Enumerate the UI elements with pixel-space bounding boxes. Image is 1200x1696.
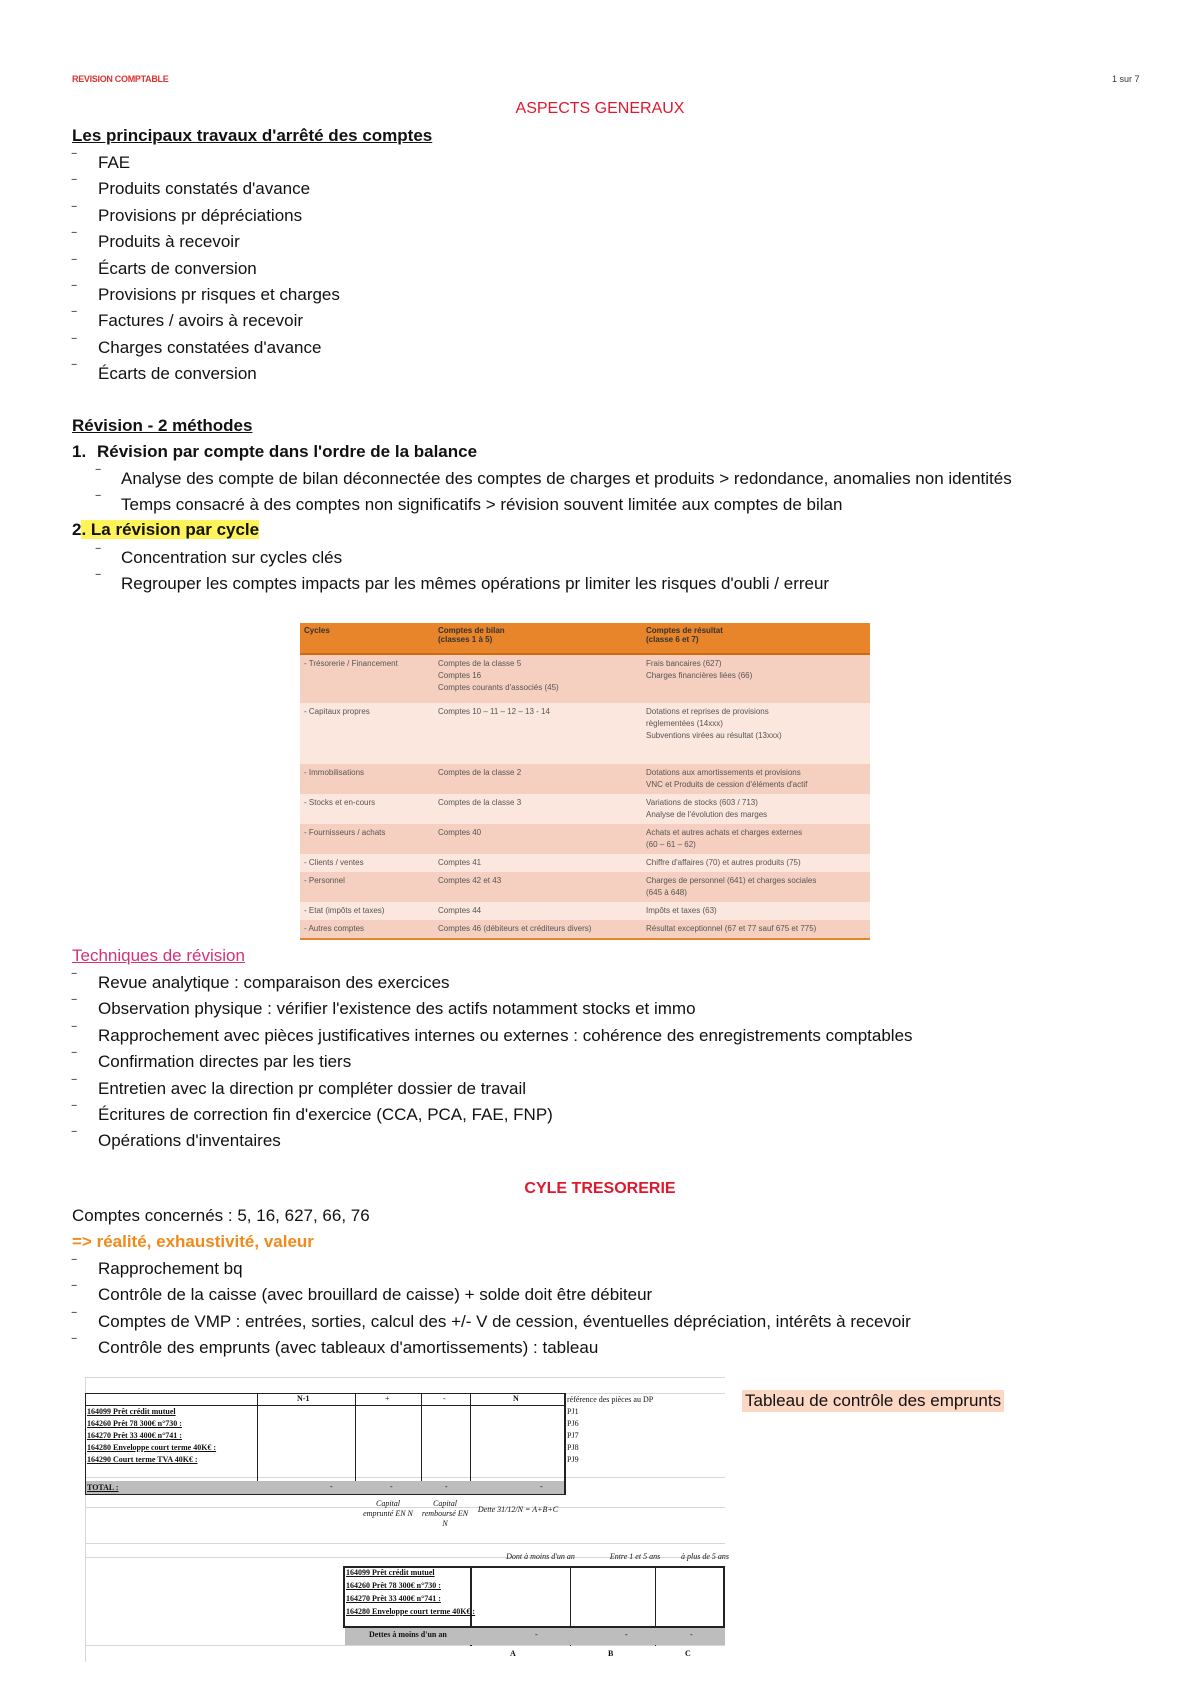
section-title-tresorerie: CYLE TRESORERIE xyxy=(524,1180,676,1197)
table-row xyxy=(300,764,870,794)
list-item: ‾ Charges constatées d'avance xyxy=(72,335,322,357)
tresorerie-list xyxy=(72,1256,911,1362)
table-cell: Frais bancaires (627) Charges financières liées (66) xyxy=(642,654,870,703)
table-cell: - Autres comptes xyxy=(300,920,434,939)
due-header: à plus de 5 ans xyxy=(681,1552,729,1561)
dettes-label: Dettes à moins d'un an xyxy=(369,1630,447,1639)
list-item: ‾ Observation physique : vérifier l'existence des actifs notamment stocks et immo xyxy=(72,997,696,1019)
table-cell: - Trésorerie / Financement xyxy=(300,654,434,703)
list-item: ‾ Concentration sur cycles clés xyxy=(96,546,343,567)
col-n-1: N-1 xyxy=(297,1394,310,1403)
total-value: - xyxy=(540,1482,543,1491)
letter-a: A xyxy=(510,1649,516,1658)
table-cell: Variations de stocks (603 / 713) Analyse de l'évolution des marges xyxy=(642,794,870,824)
due-header: Entre 1 et 5 ans xyxy=(609,1552,661,1561)
list-item: ‾ Rapprochement avec pièces justificatives internes ou externes : cohérence des enregistrements comptables xyxy=(72,1023,913,1045)
table-cell: Dotations et reprises de provisions règlementées (14xxx) Subventions virées au résultat (13xxx) xyxy=(642,703,870,764)
heading-techniques: Techniques de révision xyxy=(72,946,245,965)
total-value: - xyxy=(330,1482,333,1491)
loan-row-label: 164099 Prêt crédit mutuel xyxy=(346,1568,435,1577)
list-item: ‾ Produits à recevoir xyxy=(72,230,240,252)
letter-b: B xyxy=(608,1649,614,1658)
table-cell: Comptes 41 xyxy=(434,854,642,872)
techniques-list xyxy=(72,970,913,1155)
table-row xyxy=(300,854,870,872)
table-header-cell: Cycles xyxy=(300,623,434,654)
sub-header: Capital emprunté EN N xyxy=(363,1499,413,1518)
table-cell: - Clients / ventes xyxy=(300,854,434,872)
loan-row-label: 164270 Prêt 33 400€ n°741 : xyxy=(346,1594,441,1603)
table-cell: Comptes de la classe 5 Comptes 16 Comptes courants d'associés (45) xyxy=(434,654,642,703)
comptes-concernes: Comptes concernés : 5, 16, 627, 66, 76 xyxy=(72,1206,370,1225)
list-item: ‾ Opérations d'inventaires xyxy=(72,1129,281,1151)
table-row xyxy=(300,872,870,902)
table-row xyxy=(300,902,870,920)
table-cell: Comptes 42 et 43 xyxy=(434,872,642,902)
method-2-list xyxy=(96,545,829,597)
loan-row-label: 164270 Prêt 33 400€ n°741 : xyxy=(87,1431,182,1440)
table-cell: Résultat exceptionnel (67 et 77 sauf 675 et 775) xyxy=(642,920,870,939)
total-value: - xyxy=(390,1482,393,1491)
ref-cell: PJ9 xyxy=(567,1455,579,1464)
loan-table-note: Tableau de contrôle des emprunts xyxy=(742,1390,1004,1412)
table-cell: Comptes de la classe 3 xyxy=(434,794,642,824)
cycles-table xyxy=(300,623,870,940)
table-cell: Chiffre d'affaires (70) et autres produits (75) xyxy=(642,854,870,872)
table-cell: Impôts et taxes (63) xyxy=(642,902,870,920)
table-cell: - Stocks et en-cours xyxy=(300,794,434,824)
dettes-value: - xyxy=(690,1630,693,1639)
ref-cell: PJ6 xyxy=(567,1419,579,1428)
table-header-row xyxy=(300,623,870,654)
list-item: ‾ Confirmation directes par les tiers xyxy=(72,1050,352,1072)
heading-revision: Révision - 2 méthodes xyxy=(72,416,253,435)
loan-row-label: 164260 Prêt 78 300€ n°730 : xyxy=(87,1419,182,1428)
table-cell: - Personnel xyxy=(300,872,434,902)
method-2-heading: 2. La révision par cycle xyxy=(72,520,260,539)
total-label: TOTAL : xyxy=(87,1483,119,1492)
table-cell: Comptes 44 xyxy=(434,902,642,920)
travaux-list xyxy=(72,150,340,388)
list-item: ‾ Revue analytique : comparaison des exercices xyxy=(72,971,450,992)
ref-cell: PJ1 xyxy=(567,1407,579,1416)
section-title-aspects: ASPECTS GENERAUX xyxy=(515,100,685,117)
list-item: ‾ Temps consacré à des comptes non significatifs > révision souvent limitée aux comptes de bilan xyxy=(96,493,843,514)
table-cell: - Fournisseurs / achats xyxy=(300,824,434,854)
page-header-title: REVISION COMPTABLE xyxy=(72,74,169,84)
heading-travaux: Les principaux travaux d'arrêté des comptes xyxy=(72,126,433,145)
list-item: ‾ Entretien avec la direction pr compléter dossier de travail xyxy=(72,1076,527,1098)
loan-row-label: 164280 Enveloppe court terme 40K€ : xyxy=(87,1443,217,1452)
method-1-list xyxy=(96,466,1012,518)
loan-row-label: 164099 Prêt crédit mutuel xyxy=(87,1407,176,1416)
due-header: Dont à moins d'un an xyxy=(506,1552,575,1561)
loan-control-table xyxy=(85,1377,729,1662)
method-1-heading: 1. Révision par compte dans l'ordre de la balance xyxy=(72,442,478,461)
table-row xyxy=(300,654,870,703)
table-header-cell: Comptes de bilan (classes 1 à 5) xyxy=(434,623,642,654)
letter-c: C xyxy=(685,1649,691,1658)
list-item: ‾ Écarts de conversion xyxy=(72,362,257,384)
col-minus: - xyxy=(443,1394,446,1403)
list-item: ‾ Comptes de VMP : entrées, sorties, calcul des +/- V de cession, éventuelles dépréciation, intérêts à recevoir xyxy=(72,1309,911,1331)
table-row xyxy=(300,920,870,939)
table-cell: Dotations aux amortissements et provisions VNC et Produits de cession d'éléments d'actif xyxy=(642,764,870,794)
loan-row-label: 164260 Prêt 78 300€ n°730 : xyxy=(346,1581,441,1590)
col-plus: + xyxy=(385,1394,390,1403)
table-row xyxy=(300,703,870,764)
col-n: N xyxy=(513,1394,519,1403)
list-item: ‾ Rapprochement bq xyxy=(72,1257,243,1278)
list-item: ‾ FAE xyxy=(72,151,131,172)
ref-cell: PJ8 xyxy=(567,1443,579,1452)
list-item: ‾ Regrouper les comptes impacts par les mêmes opérations pr limiter les risques d'oubli / erreur xyxy=(96,572,830,593)
table-cell: - Capitaux propres xyxy=(300,703,434,764)
total-value: - xyxy=(445,1482,448,1491)
page-number: 1 sur 7 xyxy=(1112,74,1140,84)
table-cell: - Immobilisations xyxy=(300,764,434,794)
table-cell: Comptes 46 (débiteurs et créditeurs divers) xyxy=(434,920,642,939)
sub-header: Capital remboursé EN N xyxy=(421,1499,469,1528)
dettes-value: - xyxy=(535,1630,538,1639)
list-item: ‾ Factures / avoirs à recevoir xyxy=(72,309,304,331)
list-item: ‾ Provisions pr dépréciations xyxy=(72,203,303,225)
ref-cell: PJ7 xyxy=(567,1431,579,1440)
table-cell: - Etat (impôts et taxes) xyxy=(300,902,434,920)
list-item: ‾ Contrôle des emprunts (avec tableaux d'amortissements) : tableau xyxy=(72,1336,599,1358)
table-row xyxy=(300,824,870,854)
list-item: ‾ Produits constatés d'avance xyxy=(72,177,311,199)
table-cell: Comptes de la classe 2 xyxy=(434,764,642,794)
col-ref: référence des pièces au DP xyxy=(567,1395,654,1404)
list-item: ‾ Écritures de correction fin d'exercice (CCA, PCA, FAE, FNP) xyxy=(72,1102,553,1124)
sub-header: Dette 31/12/N = A+B+C xyxy=(477,1505,559,1514)
list-item: ‾ Analyse des compte de bilan déconnectée des comptes de charges et produits > redondance, anomalies non identités xyxy=(96,467,1012,488)
dettes-value: - xyxy=(625,1630,628,1639)
list-item: ‾ Contrôle de la caisse (avec brouillard de caisse) + solde doit être débiteur xyxy=(72,1283,653,1305)
list-item: ‾ Écarts de conversion xyxy=(72,256,257,278)
table-header-cell: Comptes de résultat (classe 6 et 7) xyxy=(642,623,870,654)
table-row xyxy=(300,794,870,824)
loan-row-label: 164290 Court terme TVA 40K€ : xyxy=(87,1455,198,1464)
list-item: ‾ Provisions pr risques et charges xyxy=(72,282,340,304)
table-cell: Comptes 10 – 11 – 12 – 13 - 14 xyxy=(434,703,642,764)
table-cell: Achats et autres achats et charges externes (60 – 61 – 62) xyxy=(642,824,870,854)
table-cell: Charges de personnel (641) et charges sociales (645 à 648) xyxy=(642,872,870,902)
table-cell: Comptes 40 xyxy=(434,824,642,854)
objectifs-line: => réalité, exhaustivité, valeur xyxy=(72,1232,314,1251)
loan-row-label: 164280 Enveloppe court terme 40K€ : xyxy=(346,1607,476,1616)
